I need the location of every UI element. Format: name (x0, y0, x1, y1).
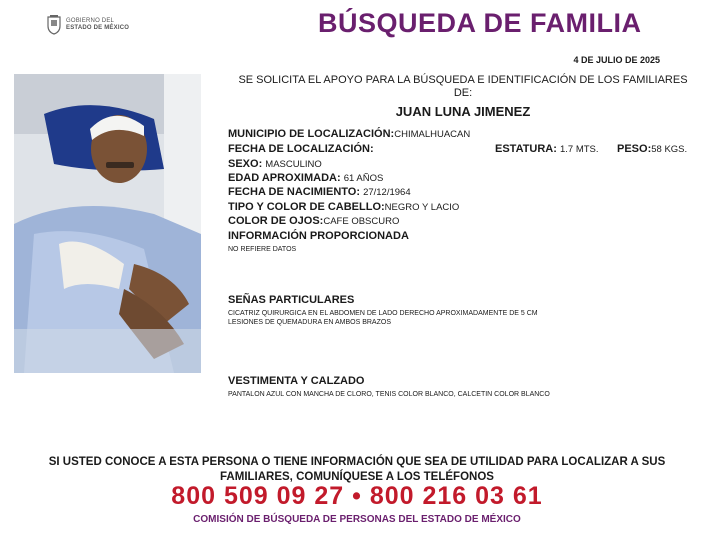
senas-line-1: CICATRIZ QUIRURGICA EN EL ABDOMEN DE LADO DERECHO APROXIMADAMENTE DE 5 CM (228, 310, 538, 317)
fecha-localizacion-label: FECHA DE LOCALIZACIÓN: (228, 143, 374, 155)
peso-label: PESO: (617, 143, 652, 155)
estatura-label: ESTATURA: (495, 143, 557, 155)
contact-instructions (0, 455, 714, 485)
senas-line-2: LESIONES DE QUEMADURA EN AMBOS BRAZOS (228, 319, 391, 326)
phone-numbers[interactable]: 800 509 09 27 • 800 216 03 61 (171, 482, 543, 510)
person-photo (14, 74, 201, 373)
edad-value: 61 AÑOS (343, 173, 384, 184)
sexo-row (228, 158, 322, 170)
cabello-value: NEGRO Y LACIO (384, 202, 460, 213)
state-crest-icon (46, 15, 62, 35)
estatura-value: 1.7 MTS. (559, 144, 599, 155)
intro-text: SE SOLICITA EL APOYO PARA LA BÚSQUEDA E IDENTIFICACIÓN DE LOS FAMILIARES DE: (238, 74, 688, 99)
logo-line-1: GOBIERNO DEL (66, 18, 115, 24)
contact-line-2: FAMILIARES, COMUNÍQUESE A LOS TELÉFONOS (220, 471, 494, 483)
cabello-label: TIPO Y COLOR DE CABELLO: (228, 201, 385, 213)
commission-name: COMISIÓN DE BÚSQUEDA DE PERSONAS DEL ESTADO DE MÉXICO (193, 514, 521, 525)
cabello-row (228, 201, 459, 213)
page-title: BÚSQUEDA DE FAMILIA (318, 8, 642, 38)
info-label: INFORMACIÓN PROPORCIONADA (228, 230, 409, 242)
vestimenta-value: PANTALON AZUL CON MANCHA DE CLORO, TENIS COLOR BLANCO, CALCETIN COLOR BLANCO (228, 391, 550, 398)
logo-line-2: ESTADO DE MÉXICO (66, 25, 130, 31)
edad-label: EDAD APROXIMADA: (228, 172, 341, 184)
ojos-row (228, 215, 399, 227)
municipio-row (228, 128, 470, 140)
ojos-value: CAFE OBSCURO (323, 216, 400, 227)
nacimiento-label: FECHA DE NACIMIENTO: (228, 186, 360, 198)
nacimiento-row (228, 186, 411, 198)
sexo-label: SEXO: (228, 158, 263, 170)
municipio-value: CHIMALHUACAN (394, 129, 471, 140)
senas-label: SEÑAS PARTICULARES (228, 294, 355, 306)
vestimenta-label: VESTIMENTA Y CALZADO (228, 375, 365, 387)
edad-row (228, 172, 383, 184)
estatura-row (495, 143, 599, 155)
ojos-label: COLOR DE OJOS: (228, 215, 324, 227)
peso-row (617, 143, 687, 155)
person-name: JUAN LUNA JIMENEZ (395, 104, 531, 119)
sexo-value: MASCULINO (265, 159, 322, 170)
publication-date: 4 DE JULIO DE 2025 (573, 55, 660, 65)
government-logo (46, 12, 156, 38)
nacimiento-value: 27/12/1964 (363, 187, 411, 198)
fecha-localizacion-row (228, 143, 374, 155)
info-value: NO REFIERE DATOS (228, 246, 297, 253)
municipio-label: MUNICIPIO DE LOCALIZACIÓN: (228, 128, 395, 140)
contact-line-1: SI USTED CONOCE A ESTA PERSONA O TIENE INFORMACIÓN QUE SEA DE UTILIDAD PARA LOCALIZAR A SUS (48, 456, 666, 468)
peso-value: 58 KGS. (651, 144, 688, 155)
